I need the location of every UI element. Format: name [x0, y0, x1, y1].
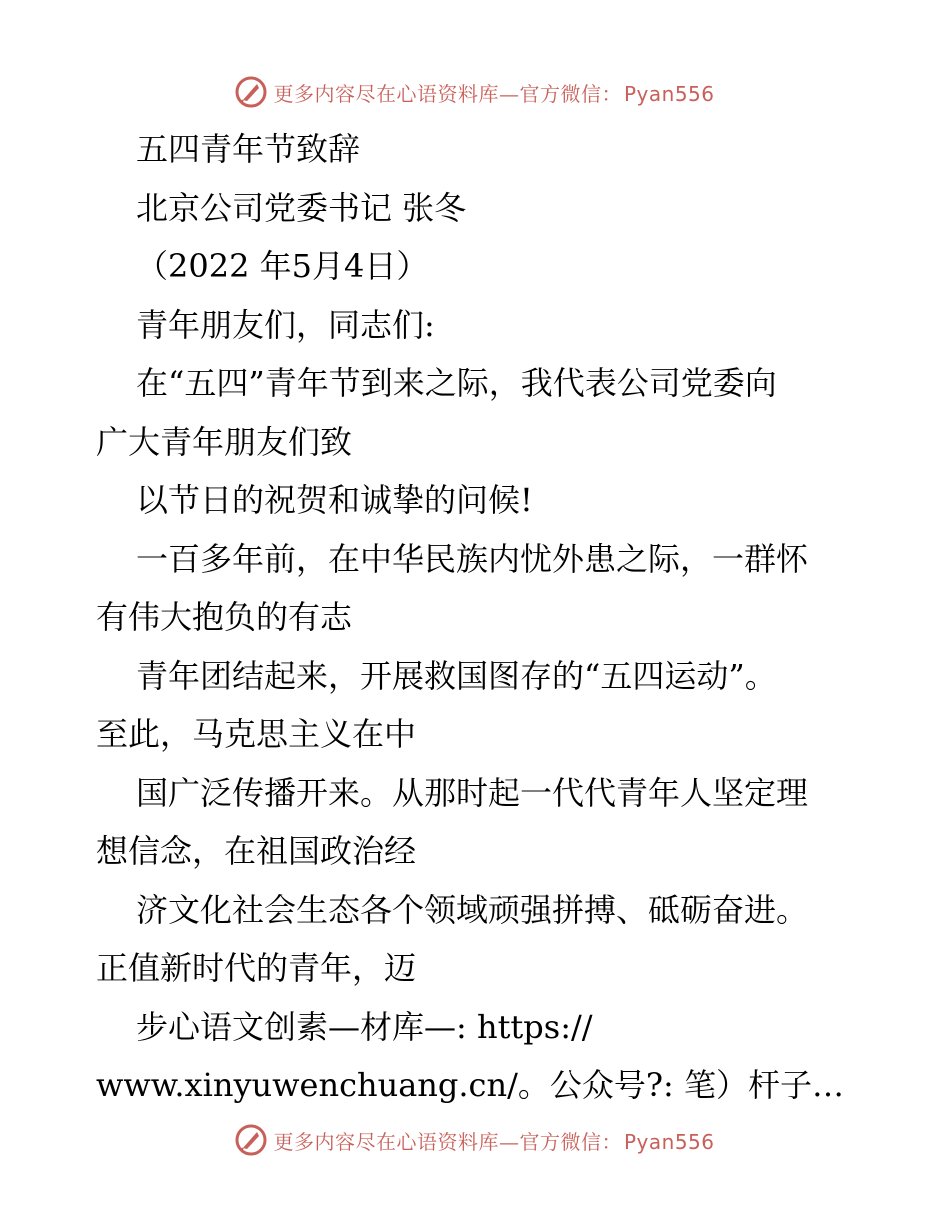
text-line: 济文化社会生态各个领域顽强拼搏、砥砺奋进。 [136, 890, 809, 929]
text-line: 广大青年朋友们致 [96, 422, 353, 461]
banner-text [273, 1126, 714, 1155]
text-line: 至此，马克思主义在中 [96, 715, 417, 753]
text-line: www.xinyuwenchuang.cn/。公众号?: 笔）杆子… [96, 1066, 844, 1104]
text-line: 有伟大抱负的有志 [96, 598, 353, 636]
banner-brand-text: 更多内容尽在心语资料库—官方微信： [273, 81, 622, 106]
banner-contact: Pyan556 [623, 1129, 715, 1154]
salutation: 青年朋友们，同志们: [136, 305, 435, 344]
text-line: 以节日的祝贺和诚挚的问候! [136, 481, 533, 519]
text-line: 步心语文创素—材库—: https:// [136, 1007, 593, 1046]
text-line: 青年团结起来，开展救国图存的“五四运动”。 [136, 656, 777, 695]
text-line: 正值新时代的青年，迈 [96, 949, 417, 987]
footer-banner [0, 1120, 950, 1160]
quill-pen-logo-icon [235, 76, 267, 108]
banner-text [273, 78, 714, 107]
author-line: 北京公司党委书记 张冬 [136, 188, 467, 227]
text-line: 想信念，在祖国政治经 [96, 832, 417, 870]
document-title: 五四青年节致辞 [136, 130, 361, 168]
banner-brand-text: 更多内容尽在心语资料库—官方微信： [273, 1129, 622, 1154]
banner-contact: Pyan556 [623, 81, 715, 106]
date-line: （2022 年5月4日） [136, 247, 429, 285]
header-banner [0, 72, 950, 112]
text-line: 一百多年前，在中华民族内忧外患之际，一群怀 [136, 539, 809, 578]
document-body [96, 120, 856, 1115]
text-line: 国广泛传播开来。从那时起一代代青年人坚定理 [136, 773, 809, 812]
text-line: 在“五四”青年节到来之际，我代表公司党委向 [136, 364, 777, 402]
quill-pen-logo-icon [235, 1124, 267, 1156]
